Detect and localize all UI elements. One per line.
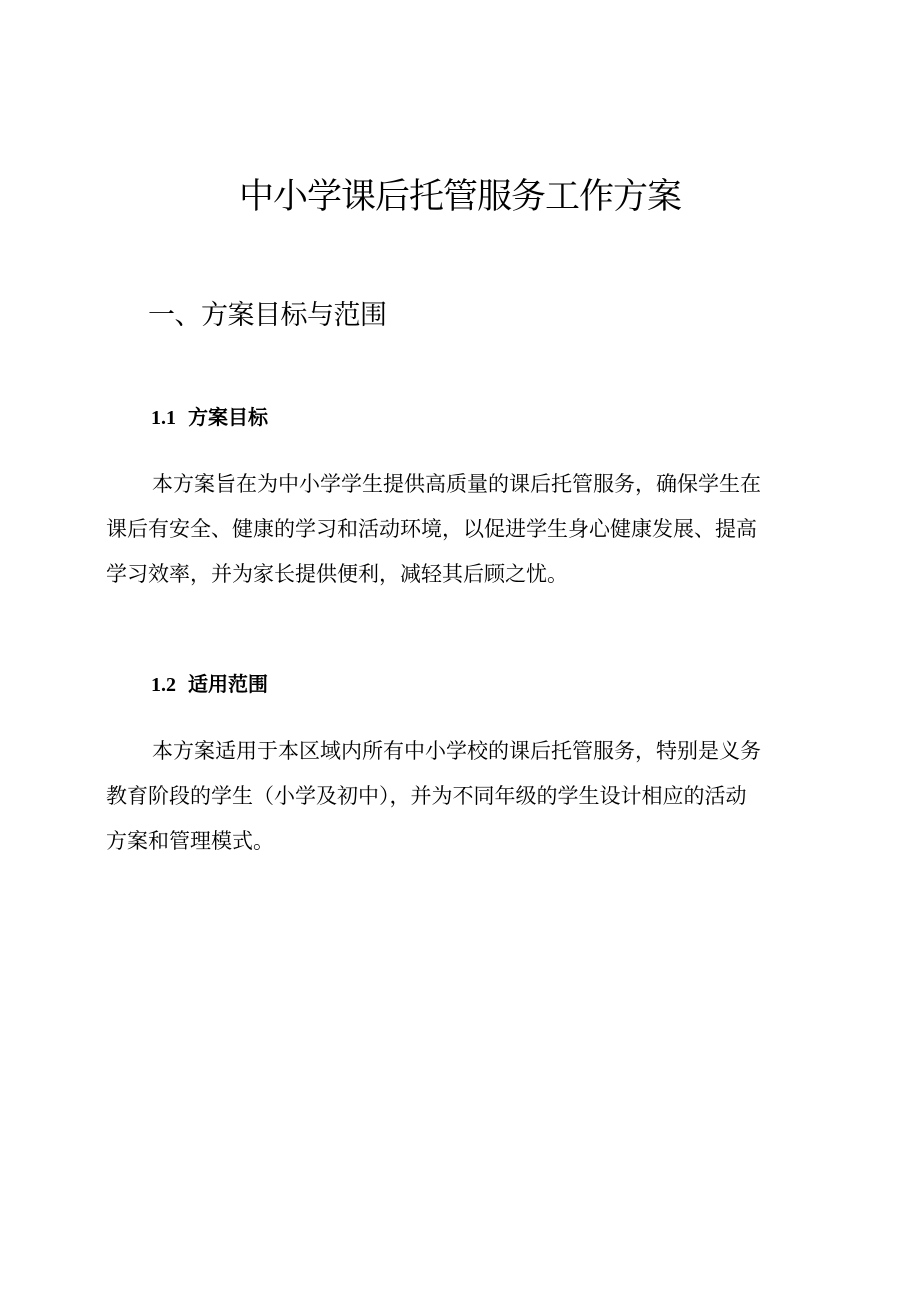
paragraph-line: 学习效率，并为家长提供便利，减轻其后顾之忧。 [106,562,568,586]
subsection-heading-1-1 [151,402,268,433]
paragraph-line: 课后有安全、健康的学习和活动环境，以促进学生身心健康发展、提高 [106,517,757,541]
paragraph-line: 教育阶段的学生（小学及初中），并为不同年级的学生设计相应的活动 [106,784,747,808]
section-heading-1: 一、方案目标与范围 [148,300,387,331]
paragraph-line: 本方案旨在为中小学学生提供高质量的课后托管服务，确保学生在 [152,472,761,496]
paragraph-scope [106,729,822,864]
subsection-heading-1-2 [151,669,268,700]
paragraph-line: 方案和管理模式。 [106,829,274,853]
subsection-title: 适用范围 [188,672,268,696]
subsection-number: 1.1 [151,407,176,429]
paragraph-goal [106,462,822,597]
paragraph-line: 本方案适用于本区域内所有中小学校的课后托管服务，特别是义务 [152,739,761,763]
subsection-number: 1.2 [151,674,176,696]
document-title: 中小学课后托管服务工作方案 [238,177,681,217]
subsection-title: 方案目标 [188,405,268,429]
